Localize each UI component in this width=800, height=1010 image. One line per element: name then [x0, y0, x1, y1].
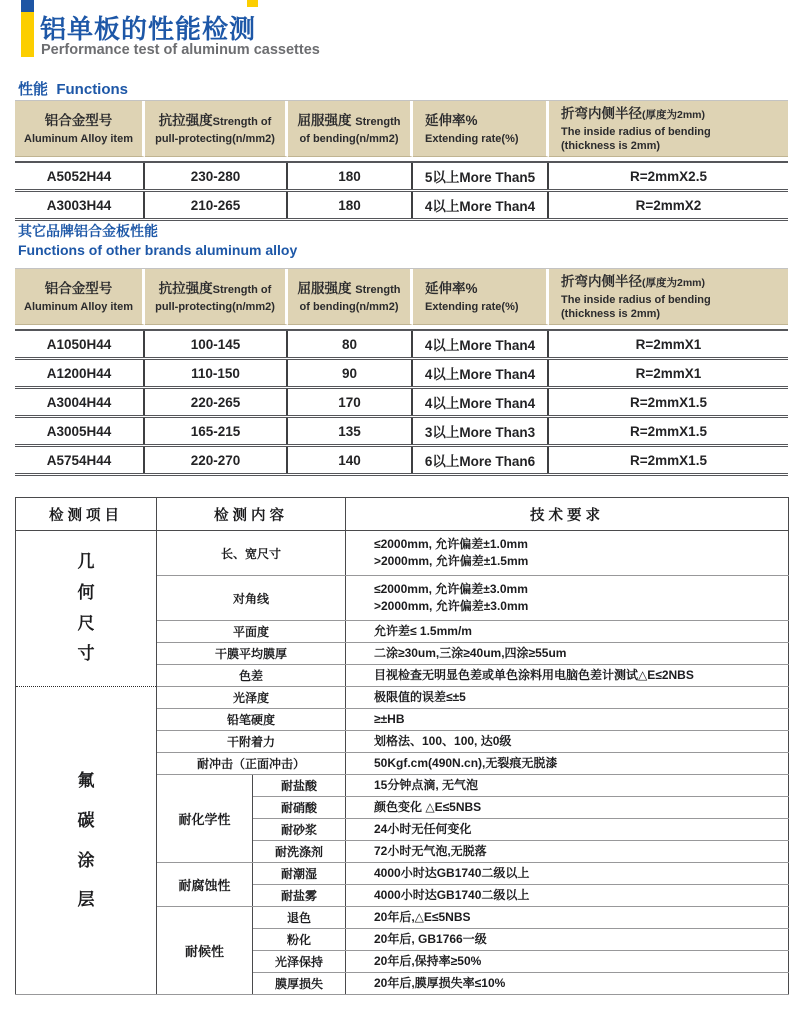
alloy-table-2: [15, 268, 788, 476]
alloy-header-cell-elongation: 延伸率% Extending rate(%): [413, 101, 549, 157]
alloy-row: [15, 386, 788, 415]
requirement-cell: 二涂≥30um,三涂≥40um,四涂≥55um: [346, 643, 789, 665]
alloy-row: [15, 357, 788, 386]
alloy-table-1: [15, 100, 788, 221]
alloy-header-cell-yield: 屈服强度 Strength of bending(n/mm2): [288, 269, 413, 325]
alloy-header-cell-tensile: 抗拉强度Strength of pull-protecting(n/mm2): [145, 101, 288, 157]
alloy-cell-yield: 135: [288, 418, 413, 444]
alloy-header-cell-tensile: 抗拉强度Strength of pull-protecting(n/mm2): [145, 269, 288, 325]
alloy-header-cell-elongation: 延伸率% Extending rate(%): [413, 269, 549, 325]
section-other-en: Functions of other brands aluminum alloy: [18, 241, 298, 258]
alloy-cell-type: A3005H44: [15, 418, 145, 444]
inspection-item-cell: 对角线: [157, 576, 346, 621]
inspection-row: [16, 687, 789, 709]
alloy-header-cell-bend-radius: 折弯内侧半径(厚度为2mm) The inside radius of bending (thickness is 2mm): [549, 101, 788, 157]
inspection-row: [16, 531, 789, 576]
group-label-geometry: 几何尺寸: [16, 531, 157, 687]
alloy-cell-yield: 80: [288, 331, 413, 357]
alloy-cell-bend-radius: R=2mmX2.5: [630, 168, 707, 184]
alloy-cell-tensile: 110-150: [145, 360, 288, 386]
section-heading-functions: [18, 78, 128, 99]
alloy-cell-elongation: 3以上More Than3: [413, 418, 549, 444]
alloy-row: [15, 189, 788, 221]
requirement-cell: 20年后,△E≤5NBS: [346, 907, 789, 929]
alloy-cell-tensile: 210-265: [145, 192, 288, 218]
inspection-header-requirement: 技术要求: [346, 498, 789, 531]
inspection-item-cell: 耐冲击（正面冲击）: [157, 753, 346, 775]
page-subtitle: Performance test of aluminum cassettes: [41, 42, 320, 58]
inspection-header-content: 检测内容: [157, 498, 346, 531]
inspection-item-cell: 铅笔硬度: [157, 709, 346, 731]
accent-bar-blue: [21, 0, 34, 12]
requirement-cell: 划格法、100、100, 达0级: [346, 731, 789, 753]
section-heading-other-brands: [18, 222, 297, 260]
inspection-item-cell: 耐砂浆: [253, 819, 346, 841]
inspection-item-cell: 耐盐雾: [253, 885, 346, 907]
inspection-item-cell: 粉化: [253, 929, 346, 951]
group-label-fluorocarbon: 氟碳涂层: [16, 687, 157, 995]
inspection-item-cell: 平面度: [157, 621, 346, 643]
alloy-row: [15, 415, 788, 444]
alloy-cell-elongation: 4以上More Than4: [413, 192, 549, 218]
requirement-cell: 20年后,保持率≥50%: [346, 951, 789, 973]
alloy-cell-type: A1050H44: [15, 331, 145, 357]
inspection-item-cell: 退色: [253, 907, 346, 929]
alloy-cell-bend-radius: R=2mmX1: [635, 336, 702, 352]
alloy-header-cell-type: 铝合金型号 Aluminum Alloy item: [15, 101, 145, 157]
alloy-header-cell-type: 铝合金型号 Aluminum Alloy item: [15, 269, 145, 325]
accent-bar-yellow: [21, 12, 34, 57]
alloy-row: [15, 161, 788, 189]
inspection-item-cell: 耐潮湿: [253, 863, 346, 885]
section-other-cn: 其它品牌铝合金板性能: [18, 223, 158, 239]
inspection-item-cell: 光泽保持: [253, 951, 346, 973]
alloy-cell-yield: 90: [288, 360, 413, 386]
alloy-header-cell-bend-radius: 折弯内侧半径(厚度为2mm) The inside radius of bending (thickness is 2mm): [549, 269, 788, 325]
group-cell-corrosion: 耐腐蚀性: [157, 863, 253, 907]
inspection-item-cell: 耐盐酸: [253, 775, 346, 797]
alloy-cell-type: A5052H44: [15, 163, 145, 189]
alloy-cell-type: A1200H44: [15, 360, 145, 386]
inspection-header-item: 检测项目: [16, 498, 157, 531]
alloy-cell-elongation: 4以上More Than4: [413, 360, 549, 386]
alloy-table-2-header-row: [15, 269, 788, 325]
alloy-cell-bend-radius: R=2mmX1.5: [630, 394, 707, 410]
inspection-table-wrapper: [15, 497, 789, 995]
requirement-cell: ≤2000mm, 允许偏差±1.0mm >2000mm, 允许偏差±1.5mm: [346, 531, 789, 576]
alloy-cell-tensile: 220-265: [145, 389, 288, 415]
alloy-cell-tensile: 230-280: [145, 163, 288, 189]
accent-dot-yellow: [247, 0, 258, 7]
requirement-cell: 15分钟点滴, 无气泡: [346, 775, 789, 797]
inspection-item-cell: 干膜平均膜厚: [157, 643, 346, 665]
alloy-header-cell-yield: 屈服强度 Strength of bending(n/mm2): [288, 101, 413, 157]
requirement-cell: 50Kgf.cm(490N.cn),无裂痕无脱漆: [346, 753, 789, 775]
alloy-cell-bend-radius: R=2mmX1.5: [630, 452, 707, 468]
alloy-table-1-header-row: [15, 101, 788, 157]
inspection-item-cell: 膜厚损失: [253, 973, 346, 995]
requirement-cell: 20年后,膜厚损失率≤10%: [346, 973, 789, 995]
alloy-cell-elongation: 5以上More Than5: [413, 163, 549, 189]
group-cell-weather: 耐候性: [157, 907, 253, 995]
alloy-cell-bend-radius: R=2mmX2: [635, 197, 702, 213]
requirement-cell: 20年后, GB1766一级: [346, 929, 789, 951]
inspection-item-cell: 干附着力: [157, 731, 346, 753]
requirement-cell: 72小时无气泡,无脱落: [346, 841, 789, 863]
inspection-header-row: [16, 498, 789, 531]
alloy-cell-elongation: 4以上More Than4: [413, 331, 549, 357]
requirement-cell: 极限值的误差≤±5: [346, 687, 789, 709]
alloy-cell-type: A3004H44: [15, 389, 145, 415]
alloy-row: [15, 329, 788, 357]
requirement-cell: 允许差≤ 1.5mm/m: [346, 621, 789, 643]
alloy-cell-elongation: 4以上More Than4: [413, 389, 549, 415]
page-title: 铝单板的性能检测: [40, 14, 257, 44]
requirement-cell: 24小时无任何变化: [346, 819, 789, 841]
alloy-cell-yield: 180: [288, 163, 413, 189]
inspection-item-cell: 色差: [157, 665, 346, 687]
requirement-cell: 目视检查无明显色差或单色涂料用电脑色差计测试△E≤2NBS: [346, 665, 789, 687]
inspection-item-cell: 长、宽尺寸: [157, 531, 346, 576]
alloy-cell-tensile: 220-270: [145, 447, 288, 473]
alloy-cell-tensile: 165-215: [145, 418, 288, 444]
requirement-cell: 颜色变化 △E≤5NBS: [346, 797, 789, 819]
inspection-table: [15, 497, 789, 995]
alloy-cell-elongation: 6以上More Than6: [413, 447, 549, 473]
section-functions-en: Functions: [56, 81, 129, 98]
inspection-item-cell: 光泽度: [157, 687, 346, 709]
requirement-cell: ≥±HB: [346, 709, 789, 731]
alloy-row: [15, 444, 788, 476]
alloy-cell-yield: 180: [288, 192, 413, 218]
group-cell-chemical: 耐化学性: [157, 775, 253, 863]
inspection-item-cell: 耐洗涤剂: [253, 841, 346, 863]
requirement-cell: 4000小时达GB1740二级以上: [346, 885, 789, 907]
inspection-item-cell: 耐硝酸: [253, 797, 346, 819]
alloy-cell-bend-radius: R=2mmX1.5: [630, 423, 707, 439]
alloy-cell-yield: 140: [288, 447, 413, 473]
requirement-cell: 4000小时达GB1740二级以上: [346, 863, 789, 885]
alloy-cell-yield: 170: [288, 389, 413, 415]
alloy-cell-type: A5754H44: [15, 447, 145, 473]
alloy-cell-type: A3003H44: [15, 192, 145, 218]
section-functions-cn: 性能: [18, 81, 49, 98]
alloy-cell-tensile: 100-145: [145, 331, 288, 357]
alloy-cell-bend-radius: R=2mmX1: [635, 365, 702, 381]
requirement-cell: ≤2000mm, 允许偏差±3.0mm >2000mm, 允许偏差±3.0mm: [346, 576, 789, 621]
